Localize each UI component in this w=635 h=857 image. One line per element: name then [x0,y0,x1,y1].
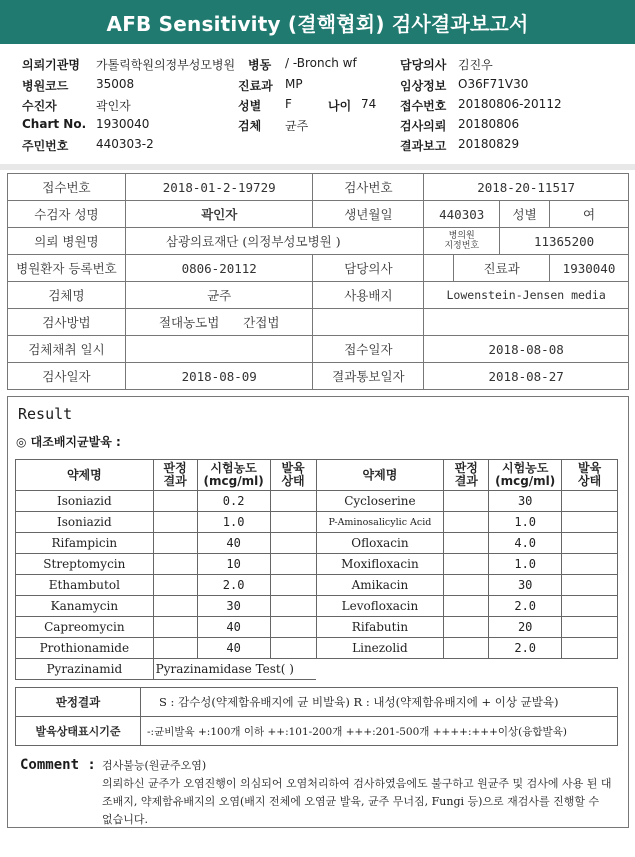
table-row [16,575,618,596]
judge-result [153,638,197,659]
judge-result [153,617,197,638]
drug-header: 약제명 [316,460,444,491]
drug-name: Prothionamide [16,638,154,659]
specimen-label: 검체 [238,119,262,133]
chart-label: Chart No. [22,117,87,131]
judge-header-1: 판정 [454,461,478,475]
doctor: 김진우 [458,58,493,72]
conc-header-2: (mcg/ml) [203,474,264,488]
chart-no: 1930040 [96,117,150,131]
conc-header-1: 시험농도 [210,461,257,475]
drug-name: Kanamycin [16,596,154,617]
table-row [16,617,618,638]
test-concentration: 2.0 [489,596,562,617]
drug-name: Levofloxacin [316,596,444,617]
growth-state [270,575,316,596]
judge-legend-text: S : 감수성(약제함유배지에 균 비발육) R : 내성(약제함유배지에 + 이상 균발육) [141,688,618,717]
growth-header-2: 상태 [281,474,305,488]
growth-legend-label: 발육상태표시기준 [16,717,141,746]
received-label: 접수일자 [313,336,424,363]
drug-name: Amikacin [316,575,444,596]
growth-state [562,533,618,554]
test-concentration: 2.0 [489,638,562,659]
test-concentration: 1.0 [197,512,270,533]
hospital-code-label: 병원코드 [22,79,69,93]
test-concentration: 30 [489,575,562,596]
info-sex-label: 성별 [500,201,550,228]
judge-result [153,533,197,554]
test-no-label: 검사번호 [313,174,424,201]
reg-no: 0806-20112 [125,255,313,282]
reg-label: 병원환자 등록번호 [8,255,126,282]
growth-state [562,617,618,638]
judge-result [153,512,197,533]
judge-header-1: 판정 [163,461,187,475]
judge-result [153,554,197,575]
control-growth-label: ◎ 대조배지균발육 : [16,435,121,449]
report-title: AFB Sensitivity (결핵협회) 검사결과보고서 [0,0,635,44]
drug-table-body [16,460,618,680]
legend-table [15,687,618,746]
table-row [16,554,618,575]
drug-name: Isoniazid [16,512,154,533]
tested-date: 2018-08-09 [125,363,313,390]
sex: F [285,97,292,111]
growth-legend-text: -:균비발육 +:100개 이하 ++:101-200개 +++:201-500개 ++++:+++이상(융합발육) [141,717,618,746]
growth-state [270,638,316,659]
growth-header-1: 발육 [577,461,602,475]
table-header [16,460,618,491]
test-concentration: 0.2 [197,491,270,512]
conc-header [197,460,270,491]
judge-result [153,491,197,512]
drug-name: Cycloserine [316,491,444,512]
medium: Lowenstein-Jensen media [424,282,629,309]
age: 74 [361,97,377,111]
specimen-name-label: 검체명 [8,282,126,309]
notified-label: 결과통보일자 [313,363,424,390]
medium-label: 사용배지 [313,282,424,309]
hospital-code: 35008 [96,77,135,91]
growth-state [270,554,316,575]
growth-state [270,596,316,617]
drug-name: Isoniazid [16,491,154,512]
drug-name: Ethambutol [16,575,154,596]
collect-date [125,336,313,363]
physician-label: 담당의사 [313,255,424,282]
empty-cell [316,659,618,680]
rrn-label: 주민번호 [22,139,69,153]
judge-header [153,460,197,491]
collect-label: 검체채취 일시 [8,336,126,363]
table-row [16,659,618,680]
judge-header [444,460,489,491]
received-date: 2018-08-08 [424,336,629,363]
report-date-label: 결과보고 [400,139,447,153]
method-2: 간접법 [243,315,280,330]
info-dept-label: 진료과 [454,255,550,282]
physician [424,255,454,282]
examinee-label: 수진자 [22,99,57,113]
method-1: 절대농도법 [158,315,220,330]
test-concentration: 30 [197,596,270,617]
empty-cell [313,309,424,336]
judge-header-2: 결과 [163,474,187,488]
judge-result [444,596,489,617]
drug-name: Streptomycin [16,554,154,575]
comment-text [102,757,612,829]
drug-name: Moxifloxacin [316,554,444,575]
comment-label: Comment : [20,757,96,773]
hospital-label: 의뢰 병원명 [8,228,126,255]
clinical-label: 임상정보 [400,79,447,93]
drug-name: Capreomycin [16,617,154,638]
drug-name: P-Aminosalicylic Acid [316,512,444,533]
info-dept: 1930040 [550,255,629,282]
ward-label: 병동 [248,58,272,72]
judge-result [444,533,489,554]
info-sex: 여 [550,201,629,228]
test-concentration: 2.0 [197,575,270,596]
comment-line-2: 의뢰하신 균주가 오염진행이 의심되어 오염처리하여 검사하였음에도 불구하고 원균주 및 검사에 사용 된 대조배지, 약제함유배지의 오염(배지 전체에 오염균 발육, 균주 무너짐, Fungi 등)으로 재검사를 진행할 수 없습니다. [102,777,612,826]
growth-state [562,638,618,659]
specimen: 균주 [285,119,309,133]
judge-result [444,491,489,512]
specimen-name: 균주 [125,282,313,309]
drug-name: Linezolid [316,638,444,659]
drug-name: Rifabutin [316,617,444,638]
test-concentration: 40 [197,638,270,659]
drug-name: Pyrazinamid [16,659,154,680]
dob-label: 생년월일 [313,201,424,228]
name-label: 수검자 성명 [8,201,126,228]
judge-result [444,575,489,596]
divider [0,164,635,170]
table-row [16,533,618,554]
growth-header [562,460,618,491]
designated-label-2: 지정번호 [444,241,480,251]
judge-result [153,596,197,617]
judge-result [444,617,489,638]
method-label: 검사방법 [8,309,126,336]
judge-result [444,554,489,575]
request-org-label: 의뢰기관명 [22,58,80,72]
dept: MP [285,77,303,91]
table-row [16,512,618,533]
designated-label [424,228,500,255]
receipt-no: 2018-01-2-19729 [125,174,313,201]
growth-state [562,491,618,512]
growth-state [562,596,618,617]
judge-result [444,638,489,659]
rrn: 440303-2 [96,137,154,151]
empty-cell [424,309,629,336]
notified-date: 2018-08-27 [424,363,629,390]
conc-header [489,460,562,491]
accession-label: 접수번호 [400,99,447,113]
test-concentration: 40 [197,617,270,638]
comment-line-1: 검사불능(원균주오염) [102,759,207,772]
request-date-label: 검사의뢰 [400,119,447,133]
ward: / -Bronch wf [285,56,357,70]
judge-legend-label: 판정결과 [16,688,141,717]
test-concentration: 20 [489,617,562,638]
growth-header-2: 상태 [577,474,602,488]
tested-label: 검사일자 [8,363,126,390]
test-concentration: 1.0 [489,554,562,575]
sex-label: 성별 [238,99,262,113]
report-date: 20180829 [458,137,520,151]
growth-header-1: 발육 [281,461,305,475]
patient-info-table [7,173,629,390]
drug-header: 약제명 [16,460,154,491]
designated-no: 11365200 [500,228,629,255]
table-row [16,596,618,617]
growth-state [562,512,618,533]
report-header [0,47,635,165]
growth-state [562,554,618,575]
conc-header-2: (mcg/ml) [495,474,556,488]
clinical-info: O36F71V30 [458,77,529,91]
result-title: Result [18,405,73,423]
pyrazinamidase-test: Pyrazinamidase Test( ) [153,659,316,680]
growth-state [270,491,316,512]
request-date: 20180806 [458,117,520,131]
growth-state [270,533,316,554]
dept-label: 진료과 [238,79,273,93]
drug-name: Ofloxacin [316,533,444,554]
test-concentration: 10 [197,554,270,575]
conc-header-1: 시험농도 [502,461,549,475]
result-section [7,396,629,828]
growth-state [270,617,316,638]
growth-state [270,512,316,533]
method [125,309,313,336]
susceptibility-table [15,459,618,680]
examinee: 곽인자 [96,99,131,113]
drug-name: Rifampicin [16,533,154,554]
judge-header-2: 결과 [454,474,478,488]
patient-name: 곽인자 [125,201,313,228]
table-row [16,491,618,512]
test-concentration: 40 [197,533,270,554]
accession: 20180806-20112 [458,97,562,111]
hospital-name: 삼광의료재단 (의정부성모병원 ) [125,228,423,255]
table-row [16,638,618,659]
test-concentration: 30 [489,491,562,512]
request-org: 가톨릭학원의정부성모병원 [96,58,236,72]
growth-header [270,460,316,491]
judge-result [444,512,489,533]
designated-label-1: 병의원 [448,231,475,241]
growth-state [562,575,618,596]
test-concentration: 4.0 [489,533,562,554]
judge-result [153,575,197,596]
age-label: 나이 [328,99,352,113]
receipt-no-label: 접수번호 [8,174,126,201]
dob: 440303 [424,201,500,228]
test-no: 2018-20-11517 [424,174,629,201]
test-concentration: 1.0 [489,512,562,533]
doctor-label: 담당의사 [400,58,447,72]
